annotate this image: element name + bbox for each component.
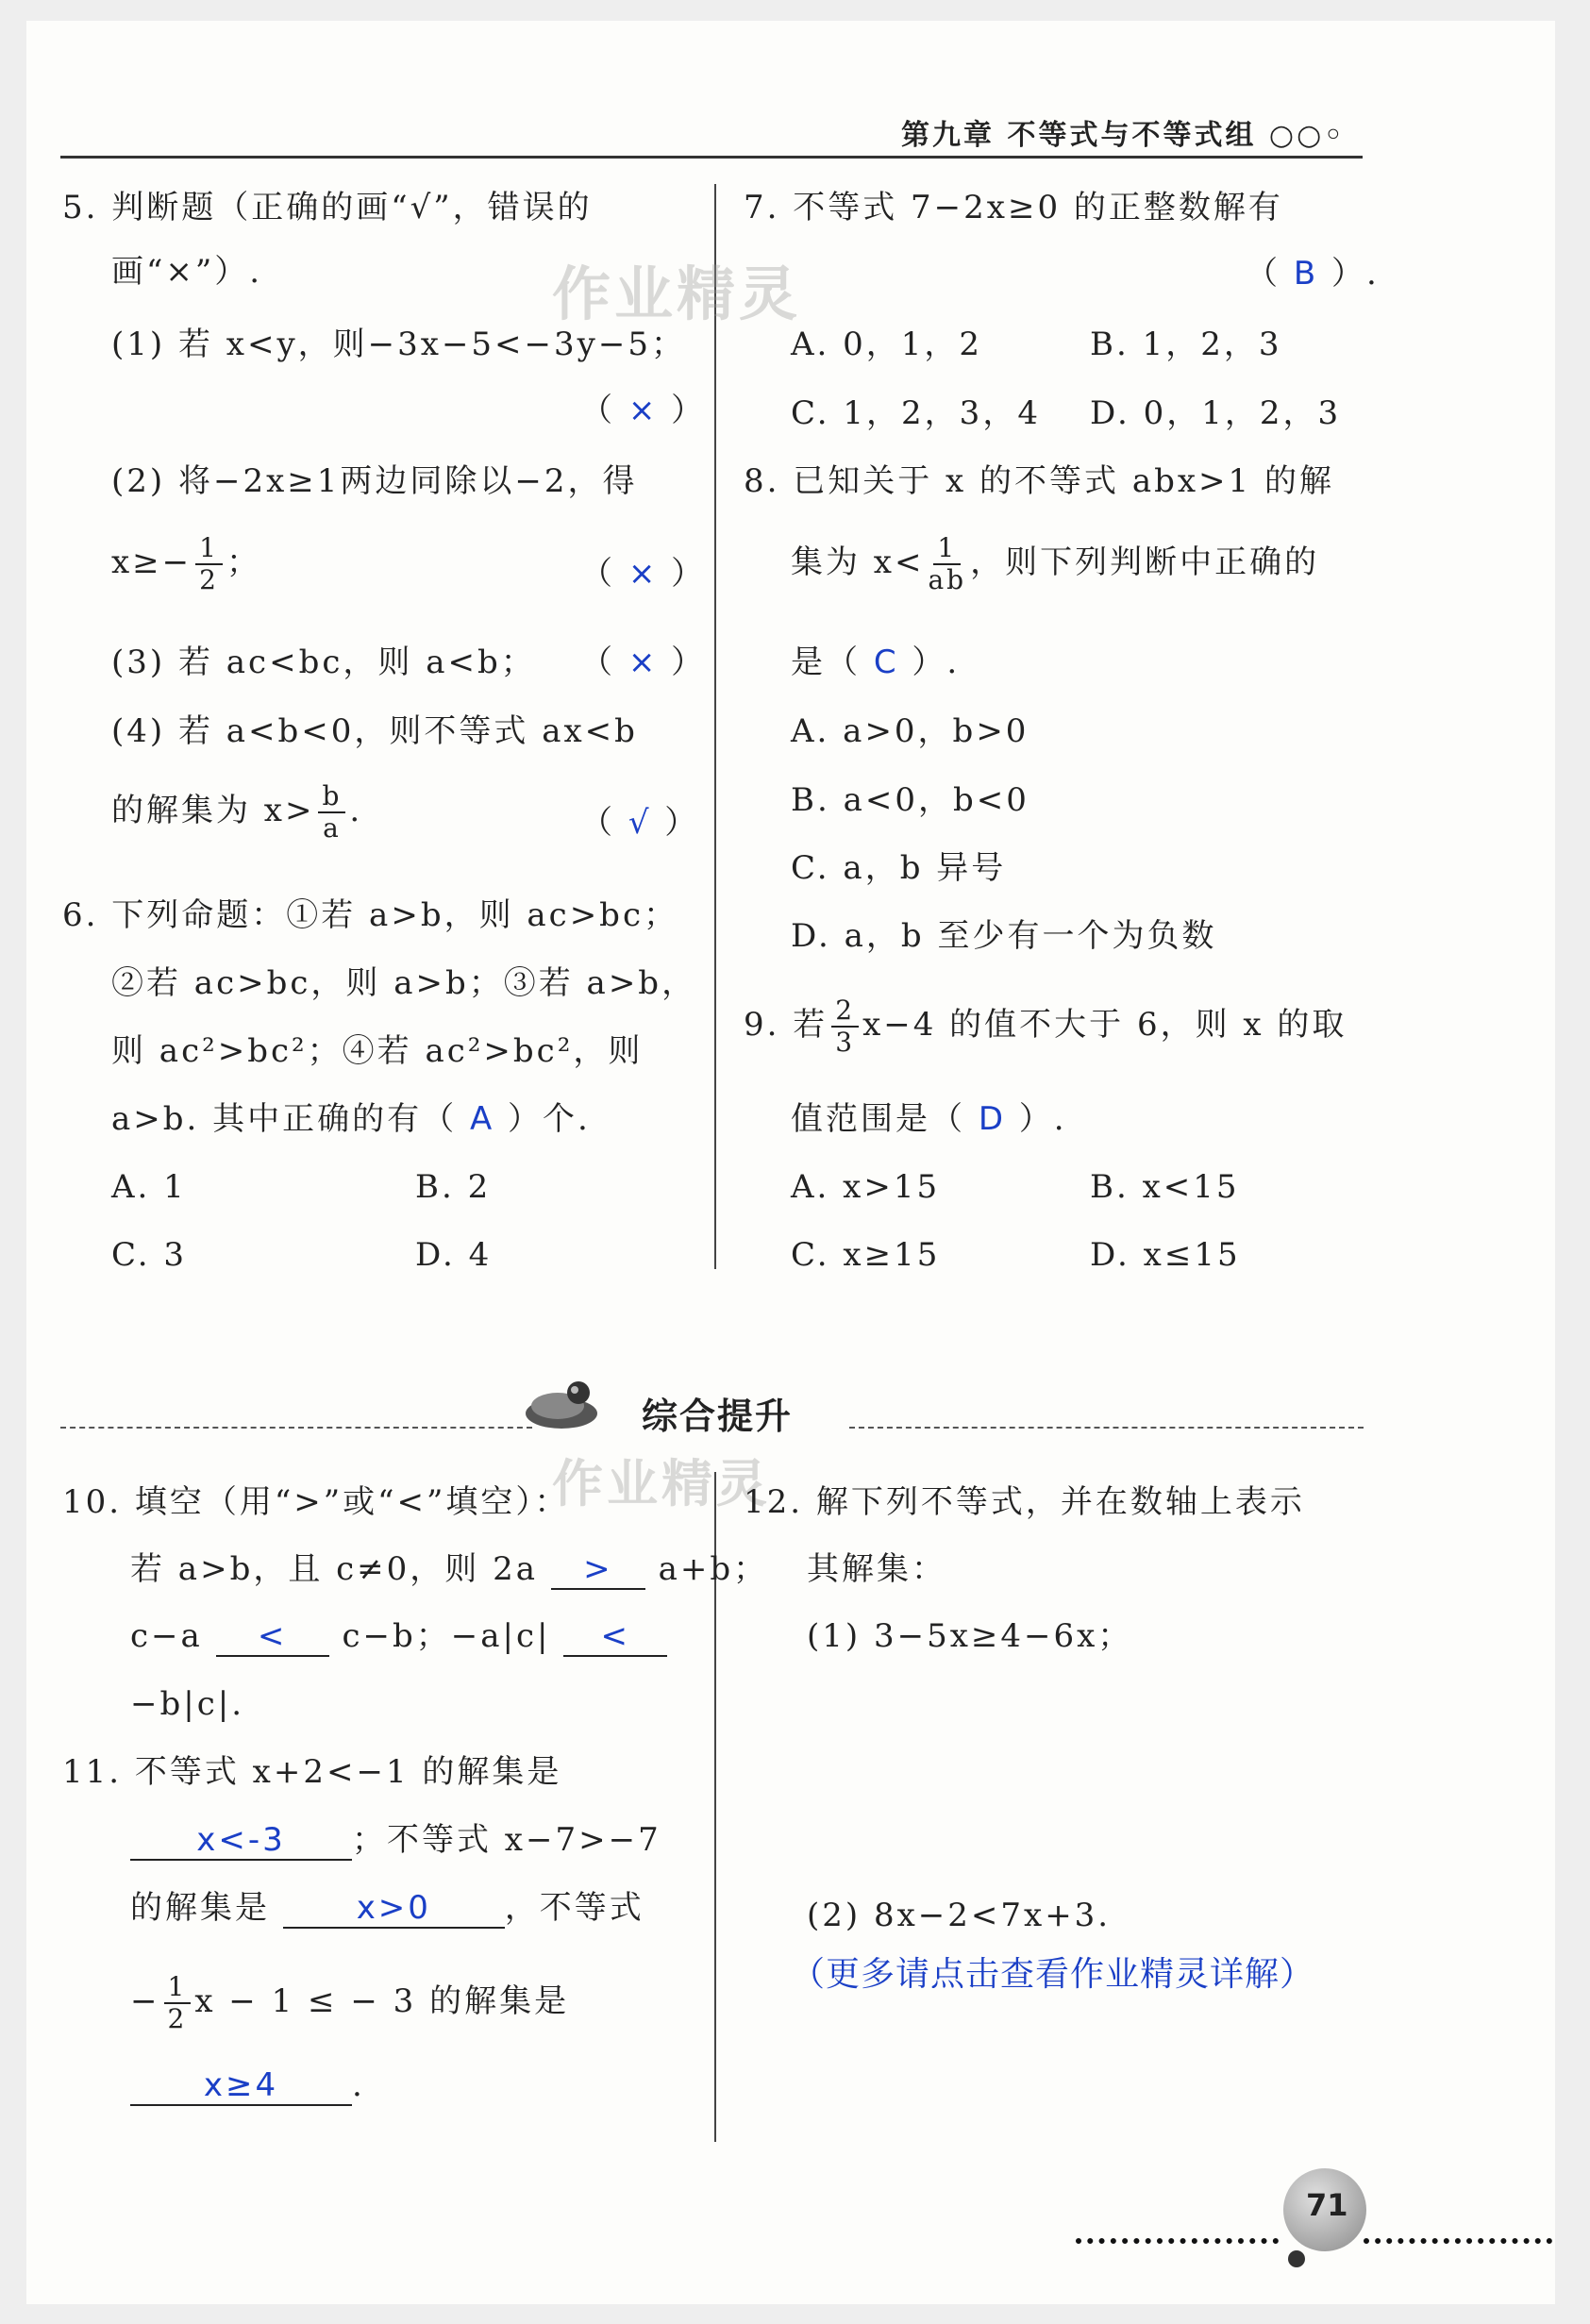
- q9-option-b: B. x<15: [1090, 1168, 1240, 1206]
- q9-option-a: A. x>15: [791, 1168, 941, 1206]
- q10-answer-2: <: [257, 1617, 288, 1655]
- q10-answer-1: >: [583, 1550, 613, 1588]
- q10-blank-3[interactable]: [563, 1617, 667, 1657]
- q10-line3-pre: c−a: [130, 1617, 203, 1655]
- q5-sub4-pre: 的解集为 x>: [111, 792, 315, 829]
- q8-line3-pre: 是（: [791, 644, 861, 681]
- q12-sub1: (1) 3−5x≥4−6x；: [807, 1617, 1133, 1655]
- q9-pre: 9. 若: [744, 1006, 828, 1044]
- q9-frac-num: 2: [831, 995, 859, 1028]
- q11-line1: 11. 不等式 x+2<−1 的解集是: [62, 1753, 562, 1791]
- q7-option-d: D. 0，1，2，3: [1090, 394, 1342, 432]
- footer-dots-left: [1076, 2238, 1279, 2244]
- q11-line5-post: .: [352, 2066, 365, 2104]
- q10-line1: 10. 填空（用“>”或“<”填空）：: [62, 1483, 570, 1521]
- q8-stem: 8. 已知关于 x 的不等式 abx>1 的解: [744, 462, 1334, 500]
- q10-line2-post: a+b；: [658, 1550, 769, 1588]
- q8-line2-post: ，则下列判断中正确的: [970, 543, 1320, 581]
- q5-sub1-paren: （ × ）: [580, 392, 707, 429]
- q5-sub2-answer: ×: [628, 555, 659, 593]
- q11-line5: [130, 2066, 365, 2106]
- footer-dots-right: [1364, 2238, 1552, 2244]
- q11-line3-post: ，不等式: [504, 1889, 644, 1927]
- q10-line2: [130, 1550, 768, 1590]
- q5-sub2-frac-num: 1: [195, 533, 223, 565]
- q10-line2-pre: 若 a>b，且 c≠0，则 2a: [130, 1550, 539, 1588]
- q11-blank-1[interactable]: [130, 1821, 352, 1861]
- q11-line4-pre: −: [130, 1982, 160, 2020]
- q6-line4-pre: a>b. 其中正确的有（: [111, 1100, 458, 1138]
- q7-option-b: B. 1，2，3: [1090, 326, 1282, 363]
- q6-line4-post: ）个.: [508, 1100, 591, 1138]
- section-title: 综合提升: [642, 1396, 794, 1437]
- q9-option-c: C. x≥15: [791, 1236, 941, 1274]
- q7-paren-close: ）.: [1331, 255, 1380, 293]
- q9-fraction: [831, 995, 859, 1058]
- q11-frac-den: 2: [167, 2003, 188, 2034]
- q5-sub2-pre: x≥−: [111, 543, 192, 581]
- q10-line3: [130, 1617, 667, 1657]
- page-number: 71: [1306, 2187, 1348, 2223]
- q5-sub4-paren: （ √ ）: [580, 804, 700, 842]
- q5-sub4-frac-den: a: [323, 812, 342, 844]
- q5-sub2-paren: （ × ）: [580, 555, 707, 593]
- q6-option-c: C. 3: [111, 1236, 188, 1274]
- watermark-top: 作业精灵: [552, 259, 802, 328]
- q10-line4: −b|c|.: [130, 1685, 245, 1723]
- q5-sub1-answer: ×: [628, 392, 659, 429]
- q11-line3-pre: 的解集是: [130, 1889, 270, 1927]
- q8-line3: [791, 644, 960, 681]
- q12-line2: 其解集：: [807, 1550, 946, 1588]
- q9-answer: D: [978, 1100, 1006, 1138]
- more-details-link[interactable]: （更多请点击查看作业精灵详解）: [791, 1955, 1315, 1994]
- q5-stem-2: 画“×”）.: [111, 253, 263, 291]
- q8-frac-den: ab: [928, 564, 967, 595]
- q9-option-d: D. x≤15: [1090, 1236, 1241, 1274]
- q9-line2-pre: 值范围是（: [791, 1100, 965, 1138]
- q7-answer-paren: [1246, 255, 1380, 293]
- q11-frac-num: 1: [164, 1972, 192, 2004]
- q7-option-c: C. 1，2，3，4: [791, 394, 1041, 432]
- q5-sub2-post: ；: [226, 543, 261, 581]
- q6-line1: 6. 下列命题：①若 a>b，则 ac>bc；: [62, 896, 678, 934]
- q10-line3-mid: c−b；−a|c|: [342, 1617, 551, 1655]
- q11-line4: [130, 1972, 569, 2034]
- q6-line4: [111, 1100, 591, 1138]
- q5-sub4-result: [111, 781, 362, 844]
- q11-line4-post: x − 1 ≤ − 3 的解集是: [194, 1982, 570, 2020]
- q11-line2-post: ；不等式 x−7>−7: [352, 1821, 661, 1859]
- q12-line1: 12. 解下列不等式，并在数轴上表示: [744, 1483, 1305, 1521]
- q5-sub2-result: [111, 533, 261, 595]
- q11-answer-1: x<-3: [196, 1821, 286, 1859]
- q11-blank-2[interactable]: [283, 1889, 505, 1929]
- column-divider-top: [714, 184, 716, 1269]
- q9-post: x−4 的值不大于 6，则 x 的取: [862, 1006, 1347, 1044]
- q11-line2: [130, 1821, 661, 1861]
- q8-answer: C: [873, 644, 899, 681]
- q11-blank-3[interactable]: [130, 2066, 352, 2106]
- q5-sub4-fraction: [318, 781, 345, 844]
- q11-answer-3: x≥4: [203, 2066, 279, 2104]
- q11-answer-2: x>0: [356, 1889, 431, 1927]
- section-dashed-line-right: [849, 1427, 1364, 1429]
- q6-answer: A: [469, 1100, 495, 1138]
- q8-option-b: B. a<0，b<0: [791, 781, 1029, 819]
- q9-line2-post: ）.: [1018, 1100, 1067, 1138]
- q8-line3-post: ）.: [912, 644, 961, 681]
- q9-frac-den: 3: [835, 1027, 856, 1058]
- q8-option-d: D. a，b 至少有一个为负数: [791, 917, 1217, 955]
- page-number-dot: [1288, 2250, 1305, 2267]
- q5-sub4-post: .: [349, 792, 363, 829]
- q5-sub3: (3) 若 ac<bc，则 a<b；: [111, 644, 536, 681]
- q10-blank-1[interactable]: [551, 1550, 645, 1590]
- q5-sub2: (2) 将−2x≥1两边同除以−2，得: [111, 462, 638, 500]
- q6-option-a: A. 1: [111, 1168, 187, 1206]
- q5-sub2-frac-den: 2: [199, 564, 219, 595]
- q8-fraction: [928, 533, 966, 595]
- q7-paren-open: （: [1246, 255, 1280, 293]
- q11-line3: [130, 1889, 644, 1929]
- q7-option-a: A. 0，1，2: [791, 326, 983, 363]
- q6-option-d: D. 4: [415, 1236, 493, 1274]
- section-dashed-line-left: [60, 1427, 532, 1429]
- q8-frac-num: 1: [933, 533, 961, 565]
- q5-sub3-answer: ×: [628, 644, 659, 681]
- watermark-mid: 作业精灵: [552, 1454, 771, 1513]
- q9-stem: [744, 995, 1347, 1058]
- q5-sub4: (4) 若 a<b<0，则不等式 ax<b: [111, 712, 638, 750]
- q8-line2-pre: 集为 x<: [791, 543, 925, 581]
- q5-sub1: (1) 若 x<y，则−3x−5<−3y−5；: [111, 326, 686, 363]
- q8-line2: [791, 533, 1319, 595]
- q5-sub3-paren: （ × ）: [580, 644, 707, 681]
- q7-answer: B: [1293, 255, 1319, 293]
- q6-line3: 则 ac²>bc²；④若 ac²>bc²，则: [111, 1032, 644, 1070]
- q11-fraction: [164, 1972, 192, 2034]
- q5-sub4-answer: √: [628, 804, 652, 842]
- q6-option-b: B. 2: [415, 1168, 492, 1206]
- q7-stem: 7. 不等式 7−2x≥0 的正整数解有: [744, 189, 1283, 226]
- q6-line2: ②若 ac>bc，则 a>b；③若 a>b，: [111, 964, 697, 1002]
- q12-sub2: (2) 8x−2<7x+3.: [807, 1897, 1112, 1934]
- q10-answer-3: <: [600, 1617, 631, 1655]
- q5-stem-1: 5. 判断题（正确的画“√”，错误的: [62, 189, 593, 226]
- q8-option-c: C. a，b 异号: [791, 849, 1007, 887]
- q5-sub4-frac-num: b: [318, 781, 345, 813]
- q9-line2: [791, 1100, 1067, 1138]
- chapter-title: 第九章 不等式与不等式组 ○○◦: [901, 119, 1346, 152]
- q8-option-a: A. a>0，b>0: [791, 712, 1029, 750]
- section-icon: [524, 1376, 599, 1436]
- q10-blank-2[interactable]: [216, 1617, 329, 1657]
- q5-sub2-fraction: [195, 533, 223, 595]
